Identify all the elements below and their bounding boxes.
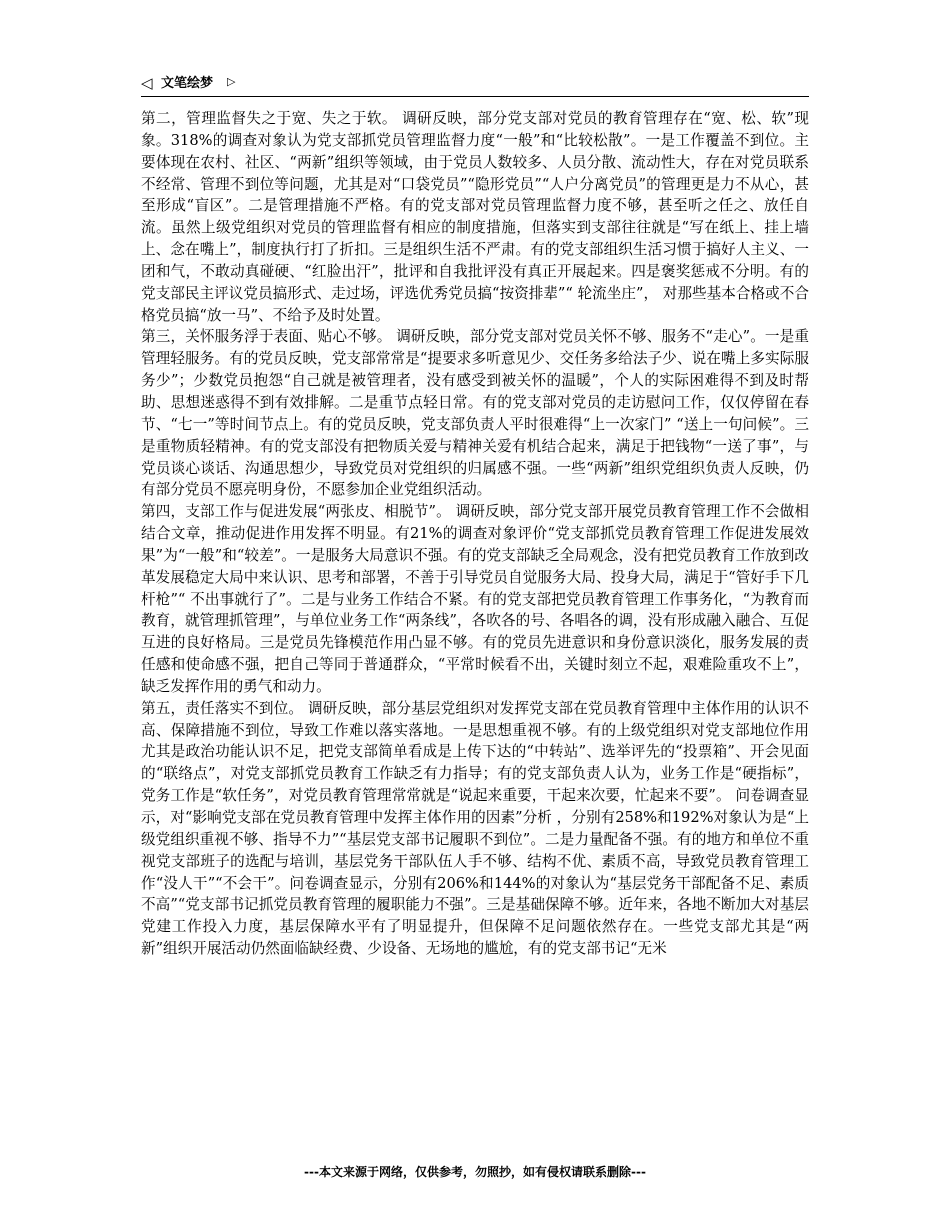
paragraph-section-4: 第四，支部工作与促进发展“两张皮、相脱节”。 调研反映，部分党支部开展党员教育管理工作不会做相结合文章，推动促进作用发挥不明显。有21%的调查对象评价“党支部抓党员教育管理工作促进发展效果”为“一般”和“较差”。一是服务大局意识不强。有的党支部缺乏全局观念，没有把党员教育工作放到改革发展稳定大局中来认识、思考和部署，不善于引导党员自觉服务大局、投身大局，满足于“管好手下几杆枪”“ 不出事就行了”。二是与业务工作结合不紧。有的党支部把党员教育管理工作事务化，“为教育而教育，就管理抓管理”，与单位业务工作“两条线”，各吹各的号、各唱各的调，没有形成融入融合、互促互进的良好格局。三是党员先锋模范作用凸显不够。有的党员先进意识和身份意识淡化，服务发展的责任感和使命感不强，把自己等同于普通群众，“平常时候看不出，关键时刻立不起，艰难险重攻不上”，缺乏发挥作用的勇气和动力。: [141, 503, 809, 695]
paragraph-section-5: 第五，责任落实不到位。 调研反映，部分基层党组织对发挥党支部在党员教育管理中主体作用的认识不高、保障措施不到位，导致工作难以落实落地。一是思想重视不够。有的上级党组织对党支部地位作用尤其是政治功能认识不足，把党支部简单看成是上传下达的“中转站”、选举评先的“投票箱”、开会见面的“联络点”，对党支部抓党员教育工作缺乏有力指导；有的党支部负责人认为，业务工作是“硬指标”，党务工作是“软任务”，对党员教育管理常常就是“说起来重要，干起来次要，忙起来不要”。 问卷调查显示，对“影响党支部在党员教育管理中发挥主体作用的因素”分析 ，分别有258%和192%对象认为是“上级党组织重视不够、指导不力”“基层党支部书记履职不到位”。二是力量配备不强。有的地方和单位不重视党支部班子的选配与培训，基层党务干部队伍人手不够、结构不优、素质不高，导致党员教育管理工作“没人干”“不会干”。问卷调查显示，分别有206%和144%的对象认为“基层党务干部配备不足、素质不高”“党支部书记抓党员教育管理的履职能力不强”。三是基础保障不够。近年来，各地不断加大对基层党建工作投入力度，基层保障水平有了明显提升，但保障不足问题依然存在。一些党支部尤其是“两新”组织开展活动仍然面临缺经费、少设备、无场地的尴尬，有的党支部书记“无米: [141, 699, 809, 958]
paragraph-section-2: 第二，管理监督失之于宽、失之于软。 调研反映，部分党支部对党员的教育管理存在“宽、松、软”现象。318%的调查对象认为党支部抓党员管理监督力度“一般”和“比较松散”。一是工作覆盖不到位。主要体现在农村、社区、“两新”组织等领域，由于党员人数较多、人员分散、流动性大，存在对党员联系不经常、管理不到位等问题，尤其是对“口袋党员”“隐形党员”“人户分离党员”的管理更是力不从心，甚至形成“盲区”。二是管理措施不严格。有的党支部对党员管理监督力度不够，甚至听之任之、放任自流。虽然上级党组织对党员的管理监督有相应的制度措施，但落实到支部往往就是“写在纸上、挂上墙上、念在嘴上”，制度执行打了折扣。三是组织生活不严肃。有的党支部组织生活习惯于搞好人主义、一团和气，不敢动真碰硬、“红脸出汗”，批评和自我批评没有真正开展起来。四是褒奖惩戒不分明。有的党支部民主评议党员搞形式、走过场，评选优秀党员搞“按资排辈”“ 轮流坐庄”， 对那些基本合格或不合格党员搞“放一马”、不给予及时处置。: [141, 110, 809, 324]
triangle-left-icon: ◁: [141, 74, 153, 92]
page-footer: ---本文来源于网络，仅供参考，勿照抄，如有侵权请联系删除---: [304, 1165, 646, 1179]
page-header: [141, 72, 809, 97]
paragraph-section-3: 第三，关怀服务浮于表面、贴心不够。 调研反映，部分党支部对党员关怀不够、服务不“走心”。一是重管理轻服务。有的党员反映，党支部常常是“提要求多听意见少、交任务多给法子少、说在嘴上多实际服务少”；少数党员抱怨“自己就是被管理者，没有感受到被关怀的温暖”，个人的实际困难得不到及时帮助、思想迷惑得不到有效排解。二是重节点轻日常。有的党支部对党员的走访慰问工作，仅仅停留在春节、“七一”等时间节点上。有的党员反映，党支部负责人平时很难得“上一次家门” “送上一句问候”。三是重物质轻精神。有的党支部没有把物质关爱与精神关爱有机结合起来，满足于把钱物“一送了事”，与党员谈心谈话、沟通思想少，导致党员对党组织的归属感不强。一些“两新”组织党组织负责人反映，仍有部分党员不愿亮明身份，不愿参加企业党组织活动。: [141, 328, 809, 499]
header-title: 文笔绘梦: [161, 76, 214, 91]
document-body: [141, 108, 809, 960]
triangle-right-icon: ▷: [227, 75, 236, 88]
